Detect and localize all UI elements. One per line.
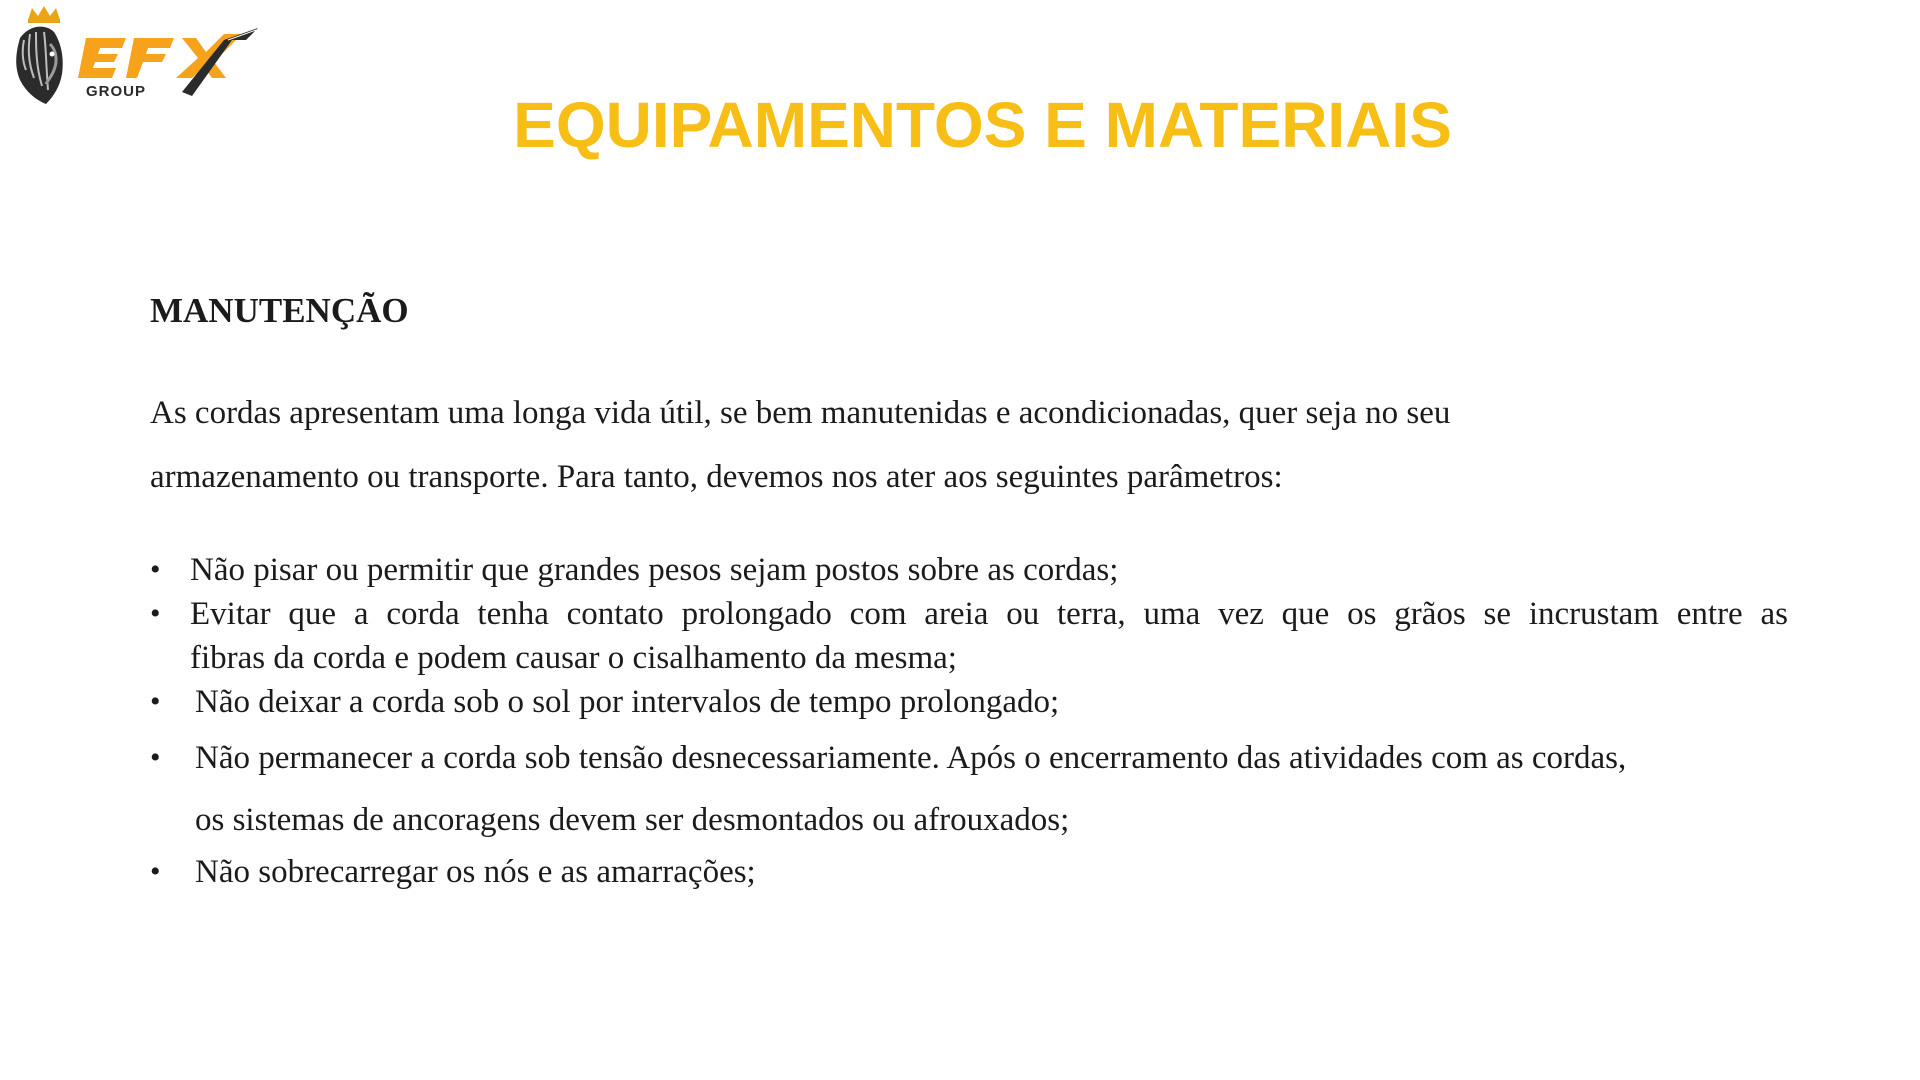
bullet-dot: • xyxy=(150,685,161,718)
paragraph-line-1: As cordas apresentam uma longa vida útil, se bem manutenidas e acondicionadas, quer seja no seu xyxy=(150,395,1451,431)
bullet-dot: • xyxy=(150,553,161,586)
list-item-text: Não permanecer a corda sob tensão desnecessariamente. Após o encerramento das atividades com as cordas, xyxy=(195,740,1627,776)
section-heading: MANUTENÇÃO xyxy=(150,291,409,330)
bullet-dot: • xyxy=(150,597,161,630)
paragraph-line-2: armazenamento ou transporte. Para tanto, devemos nos ater aos seguintes parâmetros: xyxy=(150,459,1283,495)
list-item-text: Não pisar ou permitir que grandes pesos sejam postos sobre as cordas; xyxy=(190,552,1119,588)
list-item-text: Evitar que a corda tenha contato prolongado com areia ou terra, uma vez que os grãos se incrustam entre as xyxy=(190,596,1788,632)
list-item xyxy=(150,548,1800,592)
list-item xyxy=(150,850,1800,894)
list-item xyxy=(150,736,1800,844)
list-item xyxy=(150,680,1800,724)
logo-group-text: GROUP xyxy=(86,83,147,100)
list-item-text-continued: os sistemas de ancoragens devem ser desmontados ou afrouxados; xyxy=(195,802,1070,838)
list-item-text: Não deixar a corda sob o sol por intervalos de tempo prolongado; xyxy=(195,684,1060,720)
list-item xyxy=(150,592,1800,680)
slide-title: EQUIPAMENTOS E MATERIAIS xyxy=(513,89,1452,161)
list-item-text-continued: fibras da corda e podem causar o cisalhamento da mesma; xyxy=(190,640,957,676)
bullet-dot: • xyxy=(150,741,161,774)
bullet-dot: • xyxy=(150,855,161,888)
list-item-text: Não sobrecarregar os nós e as amarrações; xyxy=(195,854,756,890)
